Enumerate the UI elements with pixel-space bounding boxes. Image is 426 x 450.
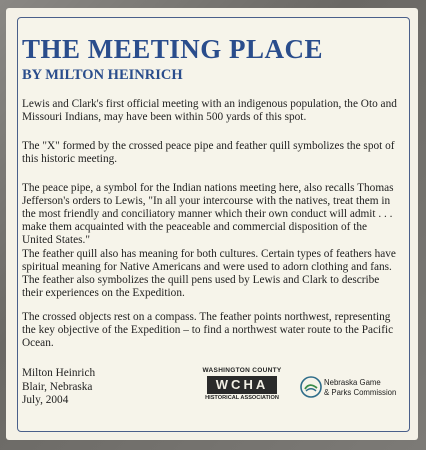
paragraph-4: The feather quill also has meaning for both cultures. Certain types of feathers have spiritual meaning for Native Americans and were used to adorn clothing and fans. The feather also symbolizes the quill pens used by Lewis and Clark to describe their experiences on the Expedition. — [22, 248, 396, 299]
wcha-bottom-text: HISTORICAL ASSOCIATION — [205, 395, 279, 401]
paragraph-3: The peace pipe, a symbol for the Indian nations meeting here, also recalls Thomas Jefferson's orders to Lewis, "In all your intercourse with the natives, treat them in the most friendly and conciliatory manner which their own conduct will admit . . . make them acquainted with the peaceable and commercial disposition of the United States." — [22, 182, 394, 246]
paragraph-2: The "X" formed by the crossed peace pipe and feather quill symbolizes the spot of this historic meeting. — [22, 140, 395, 165]
paragraph-5: The crossed objects rest on a compass. The feather points northwest, representing the key objective of the Expedition – to find a northwest water route to the Pacific Ocean. — [22, 311, 394, 349]
sign-title: THE MEETING PLACE — [22, 34, 324, 64]
signature-name: Milton Heinrich — [22, 367, 96, 379]
ngpc-emblem-icon — [300, 376, 322, 398]
paragraph-1: Lewis and Clark's first official meeting with an indigenous population, the Oto and Missouri Indians, may have been within 500 yards of this spot. — [22, 98, 397, 123]
ngpc-line-1: Nebraska Game — [324, 378, 381, 387]
ngpc-line-2: & Parks Commission — [324, 387, 397, 397]
signature-date: July, 2004 — [22, 394, 69, 406]
wcha-mark: WCHA — [207, 376, 277, 394]
signature-block — [22, 367, 95, 408]
ngpc-text — [324, 378, 396, 397]
wcha-top-text: WASHINGTON COUNTY — [202, 367, 282, 374]
wcha-logo — [196, 367, 288, 409]
ngpc-logo — [300, 376, 404, 402]
sign-byline: BY MILTON HEINRICH — [22, 67, 183, 83]
signature-place: Blair, Nebraska — [22, 380, 93, 393]
